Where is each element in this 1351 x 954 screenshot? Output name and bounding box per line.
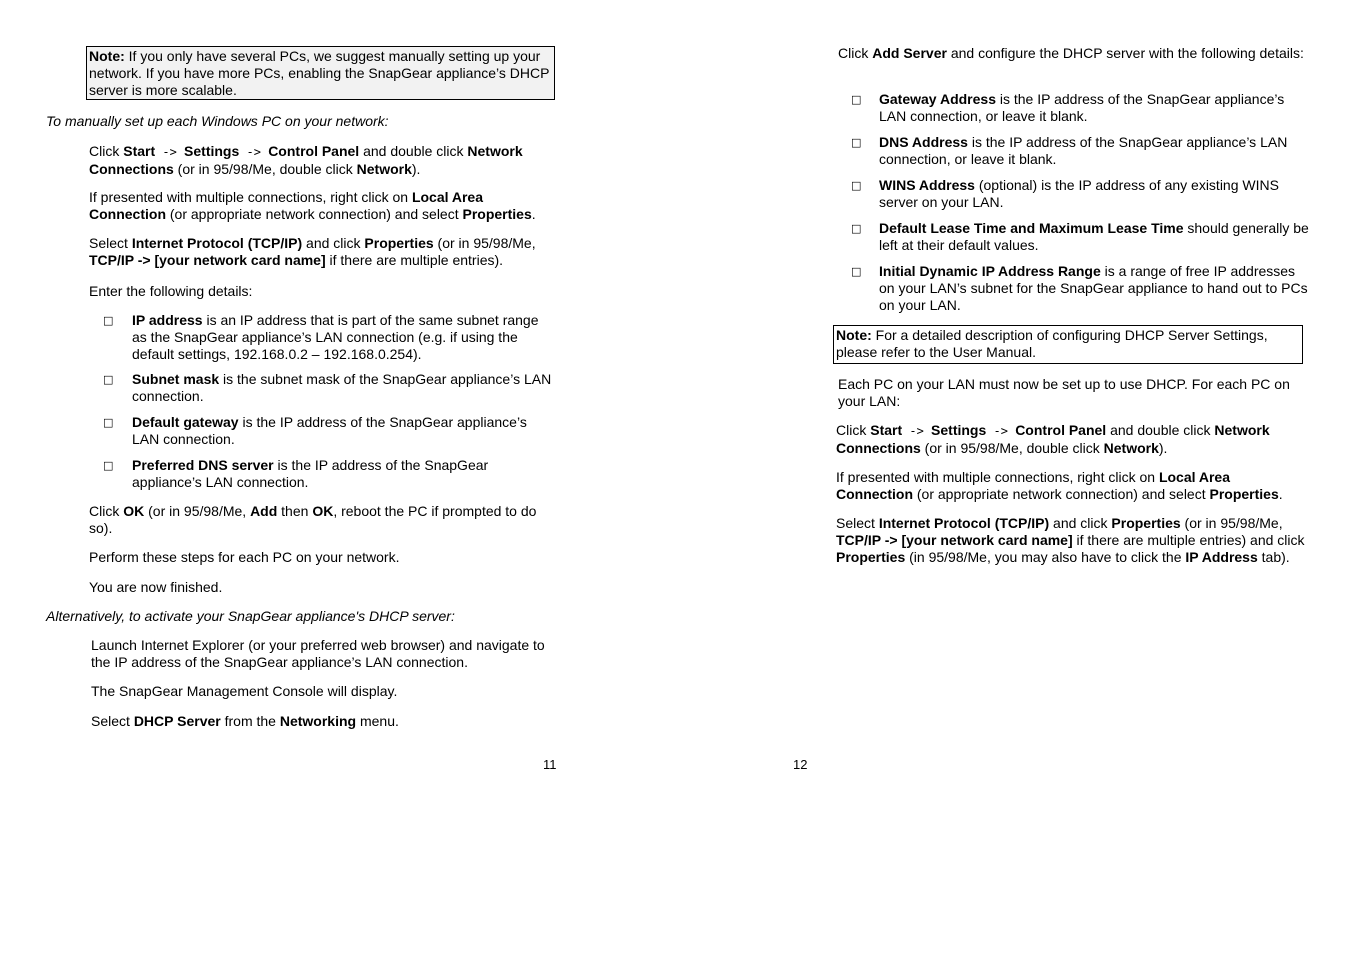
perform-steps-text: Perform these steps for each PC on your network. (89, 549, 400, 565)
step-select-tcpip: Select Internet Protocol (TCP/IP) and click Properties (or in 95/98/Me, TCP/IP -> [your network card name] if there are multiple entries) and click Properties (in 95/98/Me, you may also have to click the IP Address tab). (836, 515, 1305, 565)
heading-dhcp-alternative: Alternatively, to activate your SnapGear appliance's DHCP server: (46, 608, 455, 624)
page-12 (675, 0, 1351, 954)
bullet-square-icon: □ (851, 136, 862, 149)
list-item-default-gateway: Default gateway is the IP address of the SnapGear appliance’s LAN connection. (132, 414, 527, 447)
enter-details-label: Enter the following details: (89, 283, 253, 299)
list-item-wins-address: WINS Address (optional) is the IP address of any existing WINS server on your LAN. (879, 177, 1279, 210)
step-click-start: Click Start -> Settings -> Control Panel and double click Network Connections (or in 95/98/Me, double click Network). (89, 143, 523, 177)
note-box-manual-vs-dhcp (86, 46, 555, 100)
bullet-square-icon: □ (851, 222, 862, 235)
step-add-server: Click Add Server and configure the DHCP server with the following details: (838, 45, 1304, 61)
step-select-dhcp-server: Select DHCP Server from the Networking menu. (91, 713, 399, 729)
page-11 (0, 0, 675, 954)
step-multiple-connections: If presented with multiple connections, right click on Local Area Connection (or appropriate network connection) and select Properties. (89, 189, 536, 222)
list-item-subnet-mask: Subnet mask is the subnet mask of the SnapGear appliance’s LAN connection. (132, 371, 552, 404)
list-item-ip-address-range: Initial Dynamic IP Address Range is a range of free IP addresses on your LAN’s subnet for the SnapGear appliance to hand out to PCs on your LAN. (879, 263, 1308, 313)
bullet-square-icon: □ (103, 314, 114, 327)
bullet-square-icon: □ (851, 93, 862, 106)
page-number: 11 (543, 757, 557, 772)
list-item-preferred-dns: Preferred DNS server is the IP address of the SnapGear appliance’s LAN connection. (132, 457, 489, 490)
step-multiple-connections: If presented with multiple connections, right click on Local Area Connection (or appropriate network connection) and select Properties. (836, 469, 1283, 502)
console-display-text: The SnapGear Management Console will display. (91, 683, 398, 699)
note-label: Note: (836, 327, 872, 343)
page-number: 12 (793, 757, 808, 772)
list-item-gateway-address: Gateway Address is the IP address of the SnapGear appliance’s LAN connection, or leave it blank. (879, 91, 1285, 124)
bullet-square-icon: □ (103, 459, 114, 472)
list-item-lease-time: Default Lease Time and Maximum Lease Time should generally be left at their default values. (879, 220, 1309, 253)
note-text: If you only have several PCs, we suggest manually setting up your network. If you have more PCs, enabling the SnapGear appliance’s DHCP server is more scalable. (89, 48, 550, 98)
each-pc-dhcp-text: Each PC on your LAN must now be set up to use DHCP. For each PC on your LAN: (838, 376, 1290, 409)
step-select-tcpip: Select Internet Protocol (TCP/IP) and click Properties (or in 95/98/Me, TCP/IP -> [your network card name] if there are multiple entries). (89, 235, 536, 268)
list-item-ip-address: IP address is an IP address that is part of the same subnet range as the SnapGear appliance’s LAN connection (e.g. if using the default settings, 192.168.0.2 – 192.168.0.254). (132, 312, 539, 362)
bullet-square-icon: □ (851, 265, 862, 278)
note-label: Note: (89, 48, 125, 64)
list-item-dns-address: DNS Address is the IP address of the SnapGear appliance’s LAN connection, or leave it blank. (879, 134, 1288, 167)
step-click-start: Click Start -> Settings -> Control Panel and double click Network Connections (or in 95/98/Me, double click Network). (836, 422, 1270, 456)
step-click-ok: Click OK (or in 95/98/Me, Add then OK, reboot the PC if prompted to do so). (89, 503, 537, 536)
heading-manual-setup: To manually set up each Windows PC on your network: (46, 113, 389, 129)
step-launch-browser: Launch Internet Explorer (or your preferred web browser) and navigate to the IP address of the SnapGear appliance’s LAN connection. (91, 637, 545, 670)
bullet-square-icon: □ (103, 373, 114, 386)
finished-text: You are now finished. (89, 579, 223, 595)
note-box-user-manual (833, 325, 1303, 364)
bullet-square-icon: □ (851, 179, 862, 192)
note-text: For a detailed description of configuring DHCP Server Settings, please refer to the User Manual. (836, 327, 1268, 360)
bullet-square-icon: □ (103, 416, 114, 429)
